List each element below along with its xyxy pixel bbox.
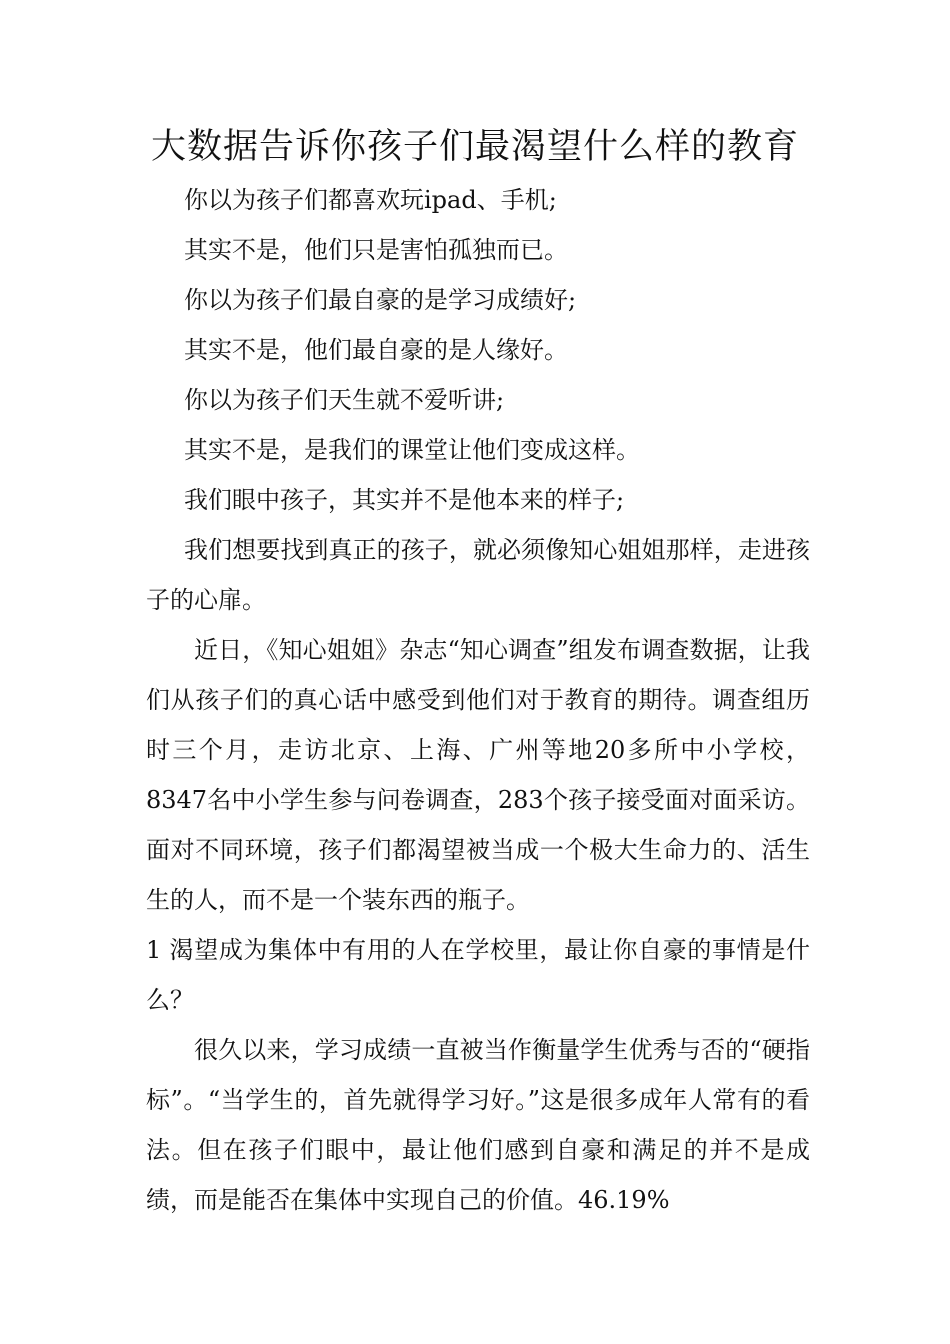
paragraph-section-1: 很久以来，学习成绩一直被当作衡量学生优秀与否的“硬指标”。“当学生的，首先就得学习好。”这是很多成年人常有的看法。但在孩子们眼中，最让他们感到自豪和满足的并不是成绩，而是能否在集体中实现自己的价值。46.19% <box>146 1036 810 1214</box>
line-classroom: 其实不是，是我们的课堂让他们变成这样。 <box>184 436 640 464</box>
line-ipad: 你以为孩子们都喜欢玩ipad、手机; <box>184 186 557 214</box>
line-grades: 你以为孩子们最自豪的是学习成绩好; <box>184 286 577 314</box>
paragraph-survey: 近日，《知心姐姐》杂志“知心调查”组发布调查数据，让我们从孩子们的真心话中感受到他们对于教育的期待。调查组历时三个月，走访北京、上海、广州等地20多所中小学校，8347名中小学生参与问卷调查，283个孩子接受面对面采访。面对不同环境，孩子们都渴望被当成一个极大生命力的、活生生的人，而不是一个装东西的瓶子。 <box>146 636 810 914</box>
line-true-self: 我们眼中孩子，其实并不是他本来的样子; <box>184 486 625 514</box>
line-popularity: 其实不是，他们最自豪的是人缘好。 <box>184 336 568 364</box>
document-title: 大数据告诉你孩子们最渴望什么样的教育 <box>150 127 799 167</box>
line-lonely: 其实不是，他们只是害怕孤独而已。 <box>184 236 568 264</box>
section-1-heading: 1 渴望成为集体中有用的人在学校里，最让你自豪的事情是什么？ <box>146 936 810 1014</box>
document-body <box>146 175 810 1225</box>
paragraph-heart: 我们想要找到真正的孩子，就必须像知心姐姐那样，走进孩子的心扉。 <box>146 536 810 614</box>
line-listening: 你以为孩子们天生就不爱听讲; <box>184 386 505 414</box>
